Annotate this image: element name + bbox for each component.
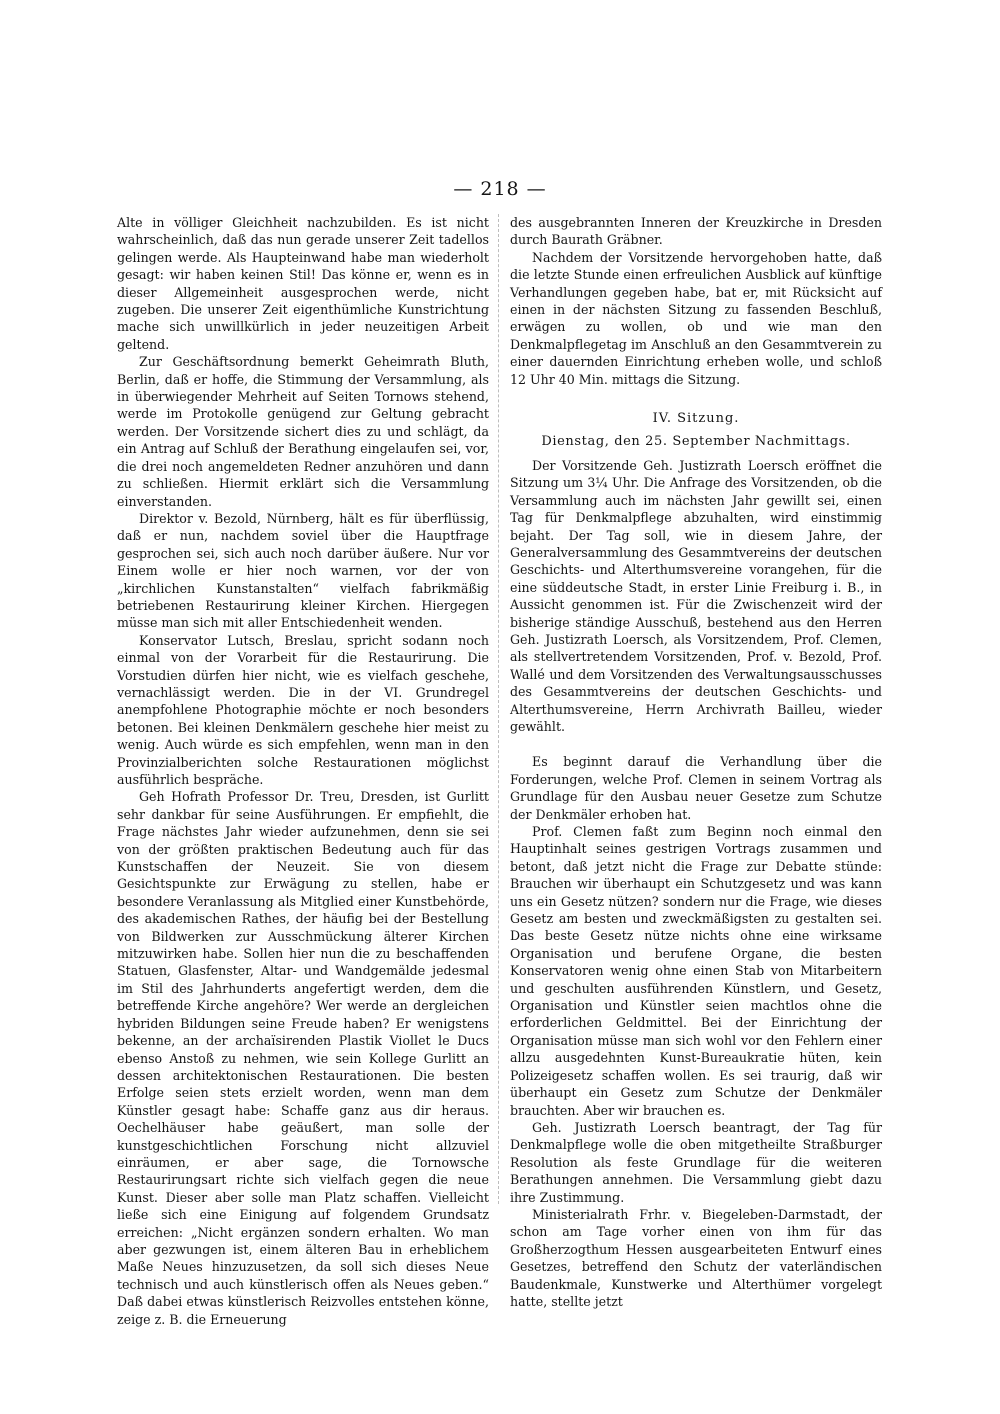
column-divider — [498, 214, 499, 1204]
paragraph: Konservator Lutsch, Breslau, spricht sodann noch einmal von der Vorarbeit für die Restaurirung. Die Vorstudien dürfen hier nicht, wie es vielfach geschehe, vernachlässigt werden. Die in der VI. Grundregel anempfohlene Photographie möchte er noch besonders betonen. Bei kleinen Denkmälern geschehe hier meist zu wenig. Auch würde es sich empfehlen, wenn man in den Provinzialberichten solche Restaurationen möglichst ausführlich bespräche. — [117, 632, 489, 787]
right-column — [510, 214, 882, 1310]
paragraph: Zur Geschäftsordnung bemerkt Geheimrath Bluth, Berlin, daß er hoffe, die Stimmung der Versammlung, als in überwiegender Mehrheit auf Seiten Tornows stehend, werde im Protokolle genügend zur Geltung gebracht werden. Der Vorsitzende sichert dies zu und schlägt, da ein Antrag auf Schluß der Berathung eingelaufen sei, vor, die drei noch angemeldeten Redner anzuhören und dann zu schließen. Hiermit erklärt sich die Versammlung einverstanden. — [117, 354, 489, 509]
left-column — [117, 214, 489, 1328]
paragraph: Geh Hofrath Professor Dr. Treu, Dresden, ist Gurlitt sehr dankbar für seine Ausführungen. Er empfiehlt, die Frage nächstes Jahr wieder aufzunehmen, denn sie sei von der größten praktischen Bedeutung auch für das Kunstschaffen der Neuzeit. Sie von diesem Gesichtspunkte zur Erwägung zu stellen, habe er besondere Veranlassung als Mitglied einer Kunstbehörde, des akademischen Rathes, der häufig bei der Bestellung von Bildwerken zur Ausschmückung älterer Kirchen mitzuwirken habe. Sollen hier nun die zu beschaffenden Statuen, Glasfenster, Altar- und Wandgemälde jedesmal im Stil des Jahrhunderts angefertigt werden, dem die betreffende Kirche angehöre? Wer werde an dergleichen hybriden Bildungen seine Freude haben? Er wenigstens bekenne, an der archaïsirenden Plastik Viollet le Ducs ebenso Anstoß zu nehmen, wie sein Kollege Gurlitt an dessen architektonischen Restaurationen. Die besten Erfolge seien stets erzielt worden, wenn man dem Künstler gesagt habe: Schaffe ganz aus dir heraus. Oechelhäuser habe geäußert, man solle der kunstgeschichtlichen Forschung nicht allzuviel einräumen, er aber sage, die Tornowsche Restaurirungsart richte sich vielfach gegen die neue Kunst. Dieser aber solle man Platz schaffen. Vielleicht ließe sich eine Einigung auf folgendem Grundsatz erreichen: „Nicht ergänzen sondern erhalten. Wo man aber gezwungen ist, einem älteren Bau in erheblichem Maße Neues hinzuzusetzen, da soll sich dieses Neue technisch und auch künstlerisch offen als Neues geben.“ Daß dabei etwas künstlerisch Reizvolles entstehen könne, zeige z. B. die Erneuerung — [117, 789, 489, 1327]
section-heading: IV. Sitzung. — [652, 411, 740, 427]
paragraph: Geh. Justizrath Loersch beantragt, der Tag für Denkmalpflege wolle die oben mitgetheilte Straßburger Resolution als feste Grundlage für die weiteren Berathungen annehmen. Die Versammlung giebt dazu ihre Zustimmung. — [510, 1119, 882, 1205]
paragraph: Alte in völliger Gleichheit nachzubilden. Es ist nicht wahrscheinlich, daß das nun gerade unserer Zeit tadellos gelingen werde. Als Haupteinwand habe man wiederholt gesagt: wir haben keinen Stil! Das könne er, wenn es in dieser Allgemeinheit ausgesprochen werde, nicht zugeben. Die unserer Zeit eigenthümliche Kunstrichtung mache sich unwillkürlich in jeder neuzeitigen Arbeit geltend. — [117, 215, 489, 352]
spacer — [510, 388, 882, 406]
paragraph: Der Vorsitzende Geh. Justizrath Loersch eröffnet die Sitzung um 3¼ Uhr. Die Anfrage des Vorsitzenden, ob die Versammlung auch im nächsten Jahr gewillt sei, einen Tag für Denkmalpflege abzuhalten, wird einstimmig bejaht. Der Tag soll, wie in diesem Jahre, der Generalversammlung des Gesammtvereins der deutschen Geschichts- und Alterthumsvereine vorangehen, für die eine süddeutsche Stadt, in erster Linie Freiburg i. B., in Aussicht genommen ist. Für die Zwischenzeit wird der bisherige ständige Ausschuß, bestehend aus den Herren Geh. Justizrath Loersch, als Vorsitzendem, Prof. Clemen, als stellvertretendem Vorsitzenden, Prof. v. Bezold, Prof. Wallé und dem Vorsitzenden des Verwaltungsausschusses des Gesammtvereins der deutschen Geschichts- und Alterthumsvereine, Herrn Archivrath Bailleu, wieder gewählt. — [510, 457, 882, 734]
paragraph: Es beginnt darauf die Verhandlung über die Forderungen, welche Prof. Clemen in seinem Vortrag als Grundlage für den Ausbau neuer Gesetze zum Schutze der Denkmäler erhoben hat. — [510, 754, 882, 822]
paragraph: des ausgebrannten Inneren der Kreuzkirche in Dresden durch Baurath Gräbner. — [510, 215, 882, 248]
paragraph: Direktor v. Bezold, Nürnberg, hält es für überflüssig, daß er nun, nachdem soviel über die Hauptfrage gesprochen sei, sich auch noch darüber äußere. Nur vor Einem wolle er hier noch warnen, vor der von „kirchlichen Kunstanstalten“ vielfach fabrikmäßig betriebenen Restaurirung kleiner Kirchen. Hiergegen müsse man sich mit aller Entschiedenheit wenden. — [117, 510, 489, 631]
page-number: — 218 — — [453, 178, 547, 200]
paragraph: Prof. Clemen faßt zum Beginn noch einmal den Hauptinhalt seines gestrigen Vortrags zusammen und betont, daß jetzt nicht die Frage zur Debatte stünde: Brauchen wir überhaupt ein Schutzgesetz und was kann uns ein Gesetz nützen? sondern nur die Frage, wie dieses Gesetz am besten und zweckmäßigsten zu gestalten sei. Das beste Gesetz nütze nichts ohne eine wirksame Organisation und berufene Organe, die besten Konservatoren wenig ohne einen Stab von Mitarbeitern und geschulten ausführenden Künstlern, und Gesetz, Organisation und Künstler seien machtlos ohne die erforderlichen Geldmittel. Bei der Einrichtung der Organisation müsse man sich wohl vor den Fehlern einer allzu ausgedehnten Kunst-Bureaukratie hüten, kein Polizeigesetz schaffen wollen. Es sei traurig, daß wir überhaupt ein Gesetz zum Schutze der Denkmäler brauchten. Aber wir brauchen es. — [510, 824, 882, 1118]
section-subheading: Dienstag, den 25. September Nachmittags. — [541, 434, 851, 450]
paragraph: Nachdem der Vorsitzende hervorgehoben hatte, daß die letzte Stunde einen erfreulichen Ausblick auf künftige Verhandlungen gegeben habe, bat er, mit Rücksicht auf einen in der nächsten Sitzung zu fassenden Beschluß, erwägen zu wollen, ob und wie man den Denkmalpflegetag im Anschluß an den Gesammtverein zu einer dauernden Einrichtung erheben wolle, und schloß 12 Uhr 40 Min. mittags die Sitzung. — [510, 249, 882, 387]
spacer — [510, 735, 882, 753]
paragraph: Ministerialrath Frhr. v. Biegeleben-Darmstadt, der schon am Tage vorher einen von ihm für das Großherzogthum Hessen ausgearbeiteten Entwurf eines Gesetzes, betreffend den Schutz der vaterländischen Baudenkmale, Kunstwerke und Alterthümer vorgelegt hatte, stellte jetzt — [510, 1206, 882, 1309]
